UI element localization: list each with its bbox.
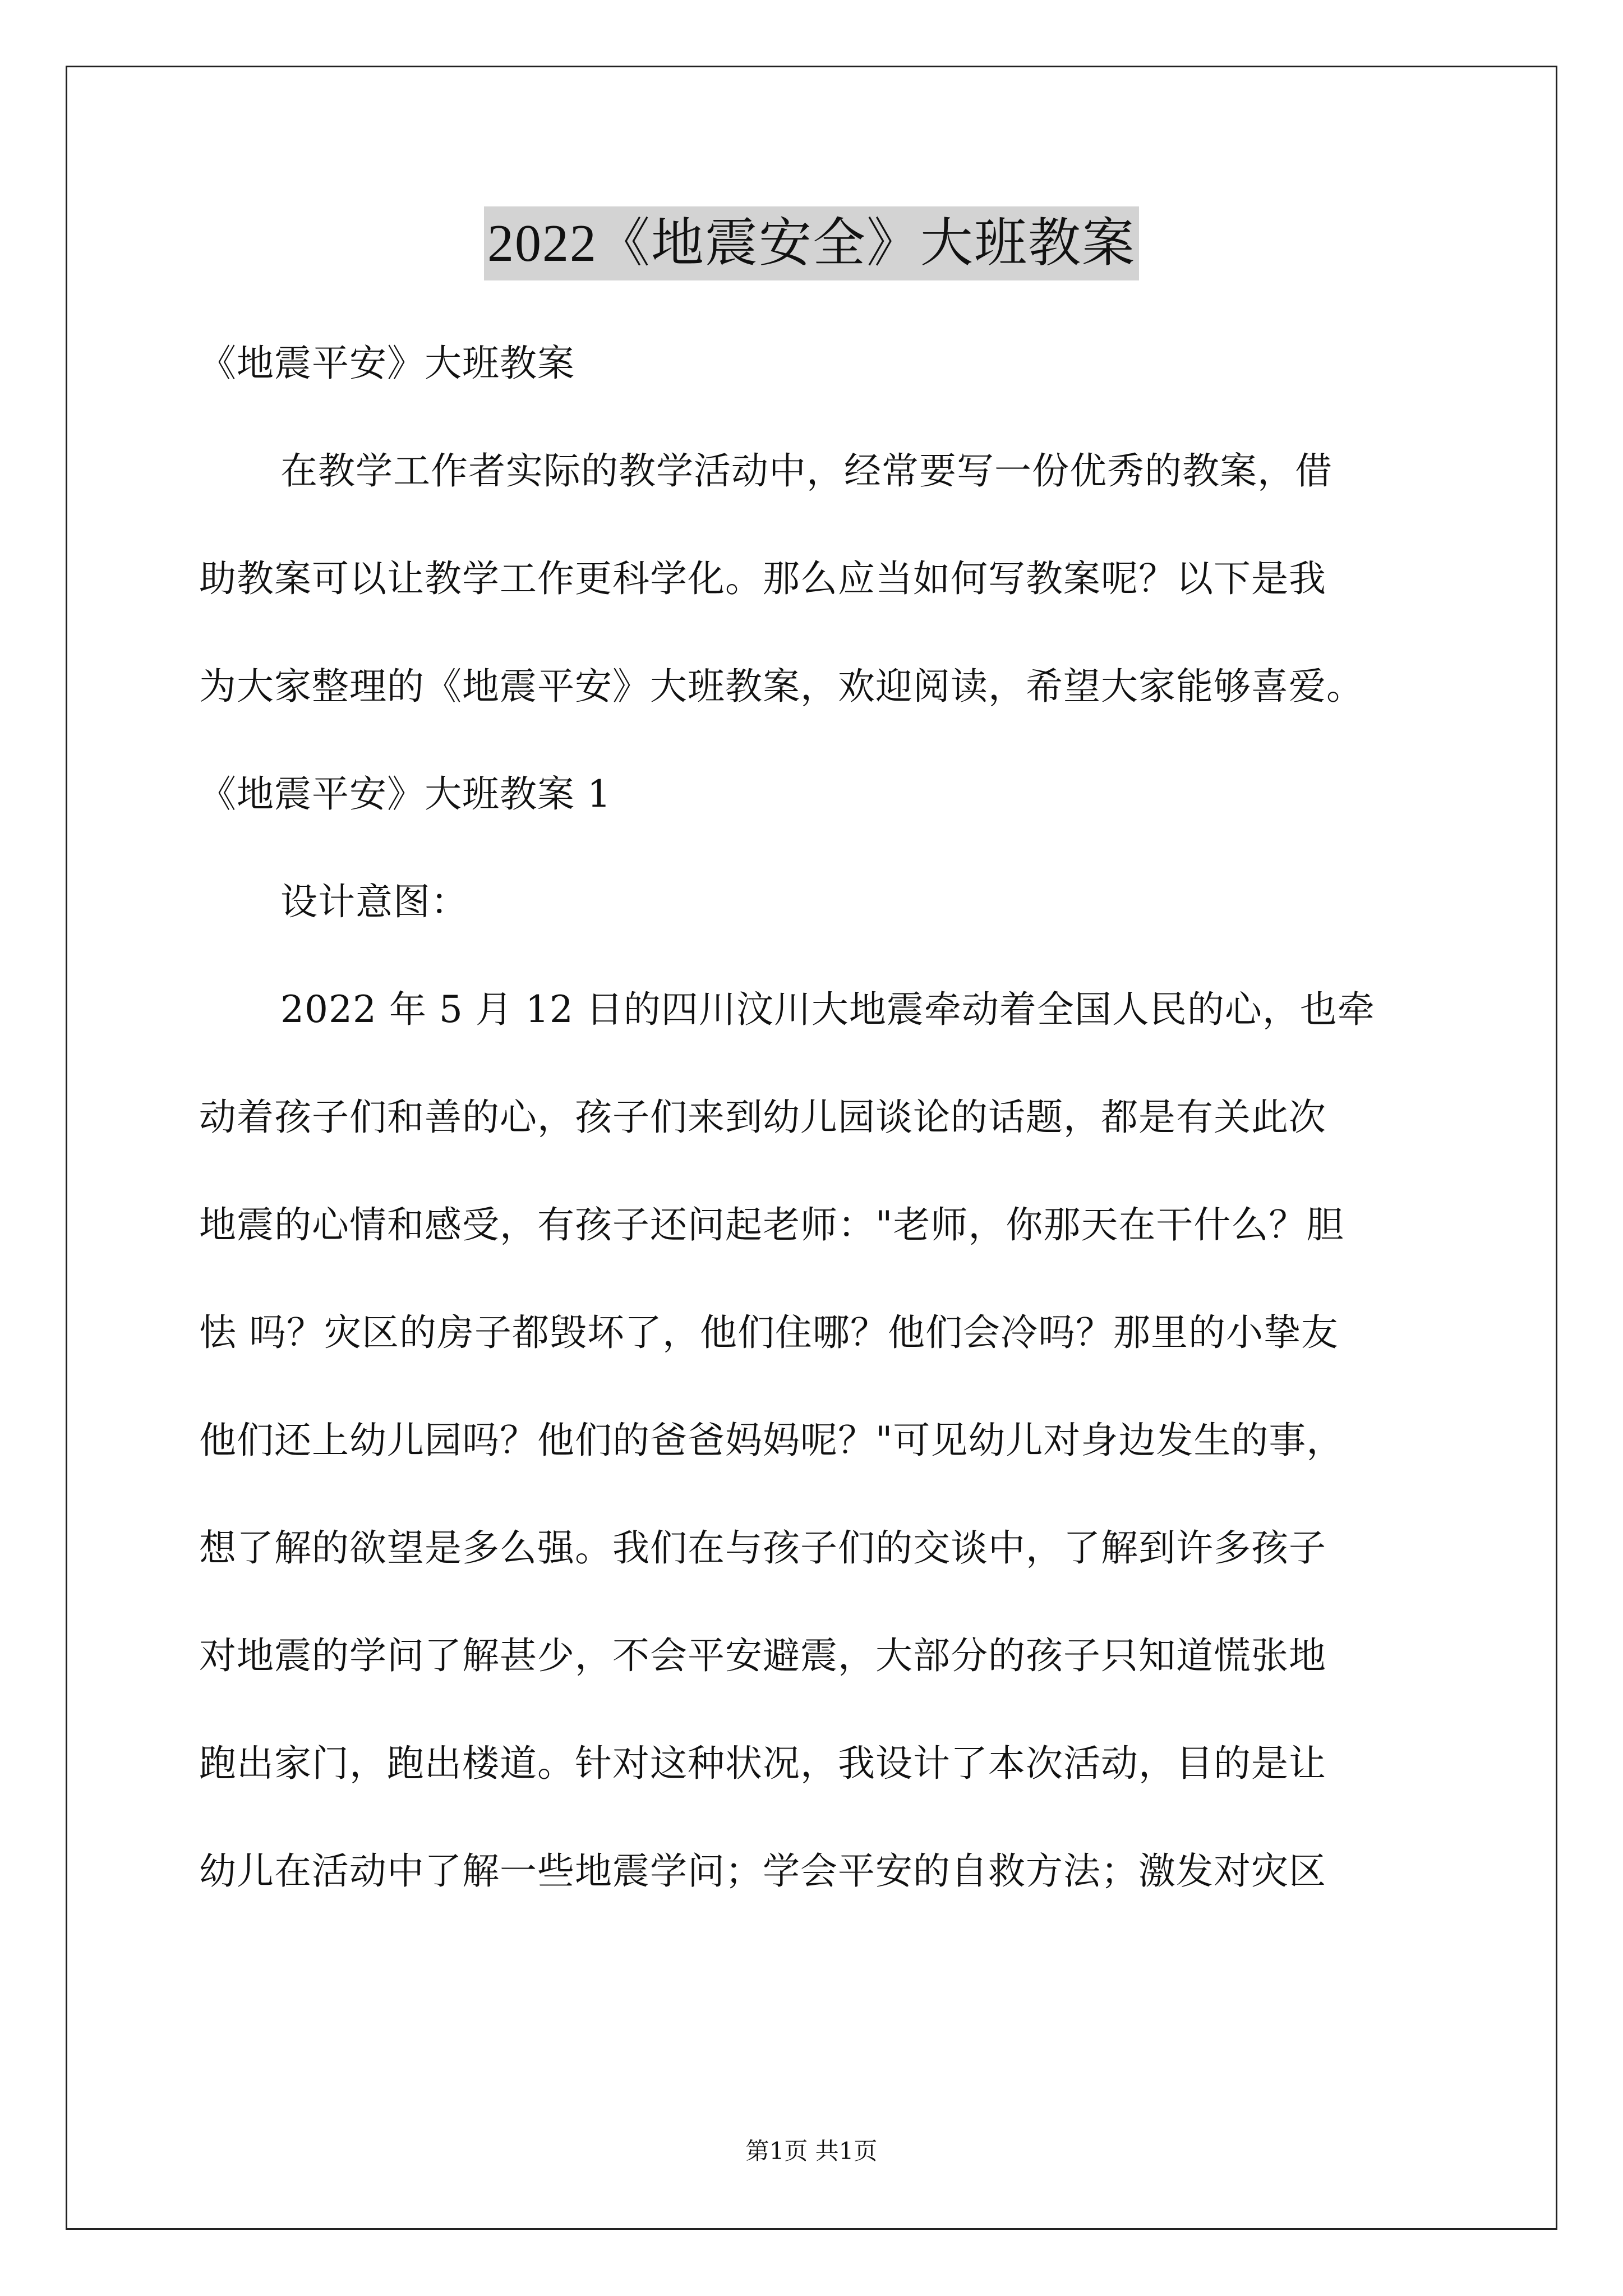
section-heading: 《地震平安》大班教案 bbox=[199, 342, 575, 385]
document-title: 2022《地震安全》大班教案 bbox=[484, 206, 1139, 280]
body-line: 地震的心情和感受，有孩子还问起老师："老师，你那天在干什么？胆 bbox=[199, 1203, 1344, 1246]
body-line: 他们还上幼儿园吗？他们的爸爸妈妈呢？"可见幼儿对身边发生的事， bbox=[199, 1419, 1344, 1462]
body-line: 2022 年 5 月 12 日的四川汶川大地震牵动着全国人民的心，也牵 bbox=[280, 988, 1375, 1031]
body-line: 动着孩子们和善的心，孩子们来到幼儿园谈论的话题，都是有关此次 bbox=[199, 1096, 1326, 1139]
section-heading: 《地震平安》大班教案 1 bbox=[199, 772, 611, 816]
title-container bbox=[0, 206, 1623, 280]
subheading: 设计意图： bbox=[280, 880, 468, 923]
body-line: 想了解的欲望是多么强。我们在与孩子们的交谈中，了解到许多孩子 bbox=[199, 1526, 1326, 1570]
intro-line: 助教案可以让教学工作更科学化。那么应当如何写教案呢？以下是我 bbox=[199, 557, 1326, 600]
page-footer: 第1页 共1页 bbox=[745, 2137, 878, 2165]
intro-line: 为大家整理的《地震平安》大班教案，欢迎阅读，希望大家能够喜爱。 bbox=[199, 665, 1364, 708]
body-line: 跑出家门，跑出楼道。针对这种状况，我设计了本次活动，目的是让 bbox=[199, 1742, 1326, 1785]
document-body bbox=[199, 337, 1433, 1952]
intro-line: 在教学工作者实际的教学活动中，经常要写一份优秀的教案，借 bbox=[280, 449, 1332, 493]
body-line: 怯 吗？灾区的房子都毁坏了，他们住哪？他们会冷吗？那里的小挚友 bbox=[199, 1311, 1339, 1354]
body-line: 幼儿在活动中了解一些地震学问；学会平安的自救方法；激发对灾区 bbox=[199, 1849, 1326, 1893]
body-line: 对地震的学问了解甚少，不会平安避震，大部分的孩子只知道慌张地 bbox=[199, 1634, 1326, 1677]
